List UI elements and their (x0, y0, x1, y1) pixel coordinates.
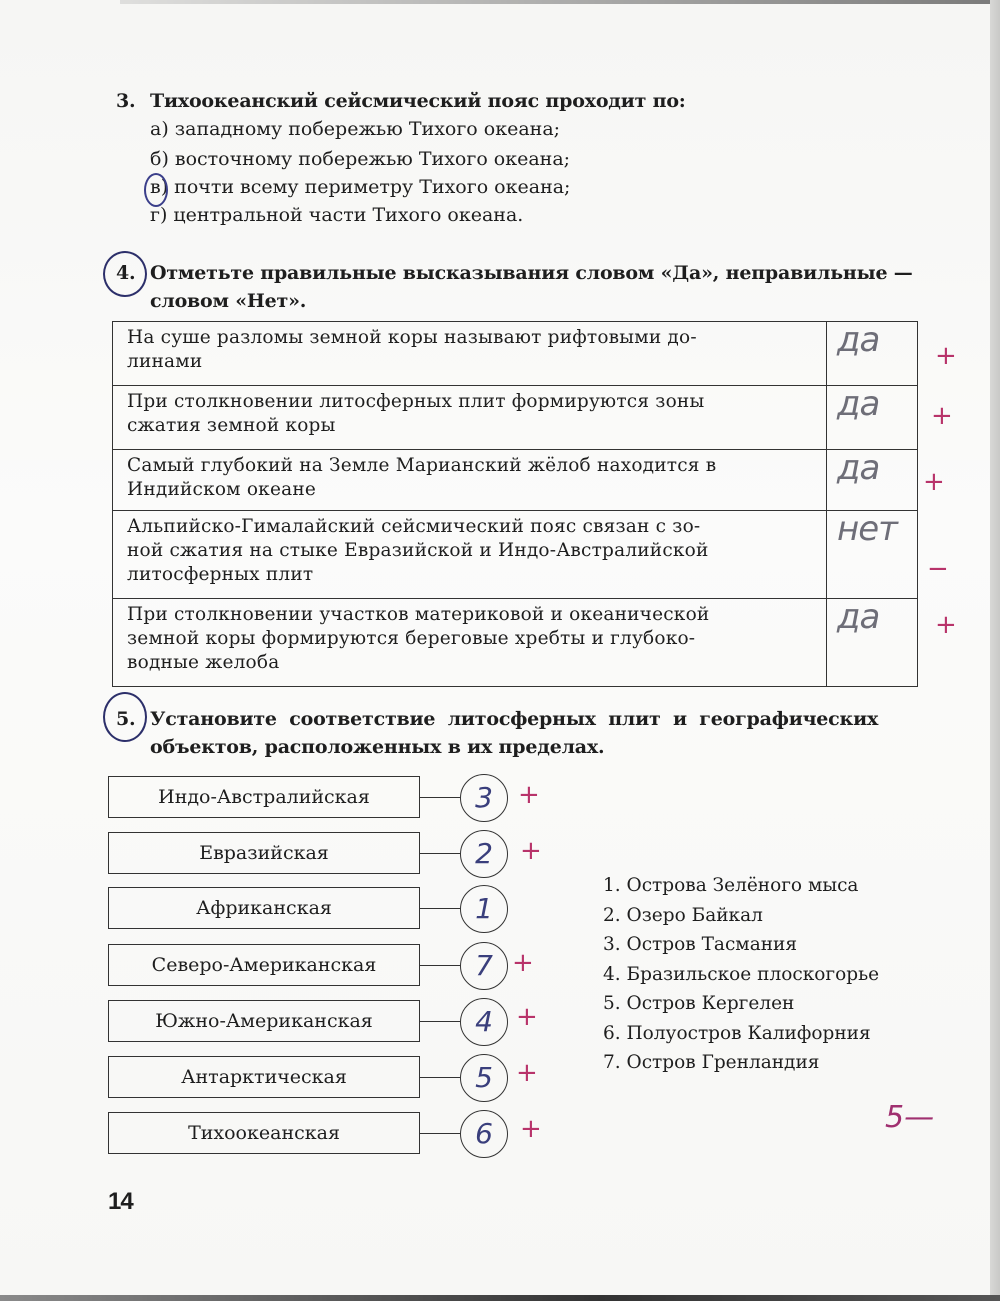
table-row (113, 450, 918, 511)
question-3-option-a[interactable]: а) западному побережью Тихого океана; (150, 118, 561, 140)
page-edge-shadow (990, 0, 1000, 1301)
table-row (113, 599, 918, 687)
geographic-objects-list (603, 871, 879, 1078)
table-row (113, 386, 918, 450)
handwritten-answer: да (837, 320, 880, 360)
red-minus-icon: − (927, 554, 949, 584)
scan-top-shadow (120, 0, 1000, 4)
handwritten-answer: да (837, 384, 880, 424)
answer-cell[interactable] (827, 597, 957, 687)
plate-box: Северо-Американская (108, 944, 420, 986)
list-item: 1. Острова Зелёного мыса (603, 875, 859, 896)
red-check-icon: + (516, 1002, 538, 1032)
answer-circle[interactable]: 2 (460, 830, 508, 878)
connector-line (420, 965, 460, 966)
statement-cell: При столкновении участков материковой и океанической земной коры формируются береговые хребты и глубоко- водные желоба (113, 599, 827, 687)
yes-no-table (112, 320, 957, 687)
connector-line (420, 908, 460, 909)
list-item: 6. Полуостров Калифорния (603, 1022, 871, 1044)
table-row (113, 511, 918, 599)
statement-cell: На суше разломы земной коры называют рифтовыми до- линами (113, 322, 827, 386)
red-check-icon: + (931, 401, 953, 431)
connector-line (420, 1021, 460, 1022)
answer-circle[interactable]: 3 (460, 774, 508, 822)
question-3-option-d[interactable]: г) центральной части Тихого океана. (150, 204, 524, 226)
answer-cell[interactable] (827, 448, 945, 511)
question-5-title: 5. Установите соответствие литосферных плит и географических (116, 708, 879, 730)
list-item: 7. Остров Гренландия (603, 1052, 820, 1073)
table-row (113, 322, 918, 386)
plate-box: Антарктическая (108, 1056, 420, 1098)
answer-circle[interactable]: 1 (460, 885, 508, 933)
plate-box: Африканская (108, 887, 420, 929)
handwritten-answer: да (837, 448, 880, 488)
answer-cell[interactable] (827, 320, 957, 386)
statement-cell: При столкновении литосферных плит формируются зоны сжатия земной коры (113, 386, 827, 450)
red-check-icon: + (935, 610, 957, 640)
red-check-icon: + (512, 948, 534, 978)
question-3-number: 3. (116, 90, 136, 112)
plate-box: Индо-Австралийская (108, 776, 420, 818)
question-4-title: 4. Отметьте правильные высказывания словом «Да», неправильные — (116, 262, 913, 284)
question-3-title: 3. Тихоокеанский сейсмический пояс проходит по: (116, 88, 686, 115)
plate-box: Евразийская (108, 832, 420, 874)
question-3-option-b[interactable]: б) восточному побережью Тихого океана; (150, 148, 571, 170)
connector-line (420, 1077, 460, 1078)
statement-cell: Самый глубокий на Земле Марианский жёлоб находится в Индийском океане (113, 450, 827, 511)
handwritten-answer: нет (837, 509, 897, 549)
handwritten-answer: да (837, 597, 880, 637)
list-item: 4. Бразильское плоскогорье (603, 963, 880, 985)
answer-circle[interactable]: 6 (460, 1110, 508, 1158)
list-item: 5. Остров Кергелен (603, 993, 795, 1014)
red-check-icon: + (516, 1058, 538, 1088)
connector-line (420, 1133, 460, 1134)
question-4-title-line2: словом «Нет». (150, 290, 307, 312)
red-check-icon: + (923, 467, 945, 497)
list-item: 2. Озеро Байкал (603, 904, 763, 926)
answer-circle[interactable]: 4 (460, 998, 508, 1046)
red-check-icon: + (935, 341, 957, 371)
answer-circle[interactable]: 5 (460, 1054, 508, 1102)
red-check-icon: + (520, 836, 542, 866)
question-3-option-c[interactable]: в) почти всему периметру Тихого океана; (150, 176, 571, 198)
answer-circle[interactable]: 7 (460, 942, 508, 990)
red-check-icon: + (518, 780, 540, 810)
connector-line (420, 797, 460, 798)
list-item: 3. Остров Тасмания (603, 934, 798, 955)
page-number: 14 (108, 1188, 133, 1215)
plate-box: Тихоокеанская (108, 1112, 420, 1154)
question-5-title-line2: объектов, расположенных в их пределах. (150, 736, 605, 758)
red-check-icon: + (520, 1114, 542, 1144)
statement-cell: Альпийско-Гималайский сейсмический пояс связан с зо- ной сжатия на стыке Евразийской и Индо-Австралийской литосферных плит (113, 511, 827, 599)
answer-cell[interactable] (827, 509, 949, 599)
scan-bottom-shadow (0, 1295, 1000, 1301)
handwritten-grade: 5— (885, 1100, 935, 1135)
plate-box: Южно-Американская (108, 1000, 420, 1042)
answer-cell[interactable] (827, 384, 953, 450)
connector-line (420, 853, 460, 854)
